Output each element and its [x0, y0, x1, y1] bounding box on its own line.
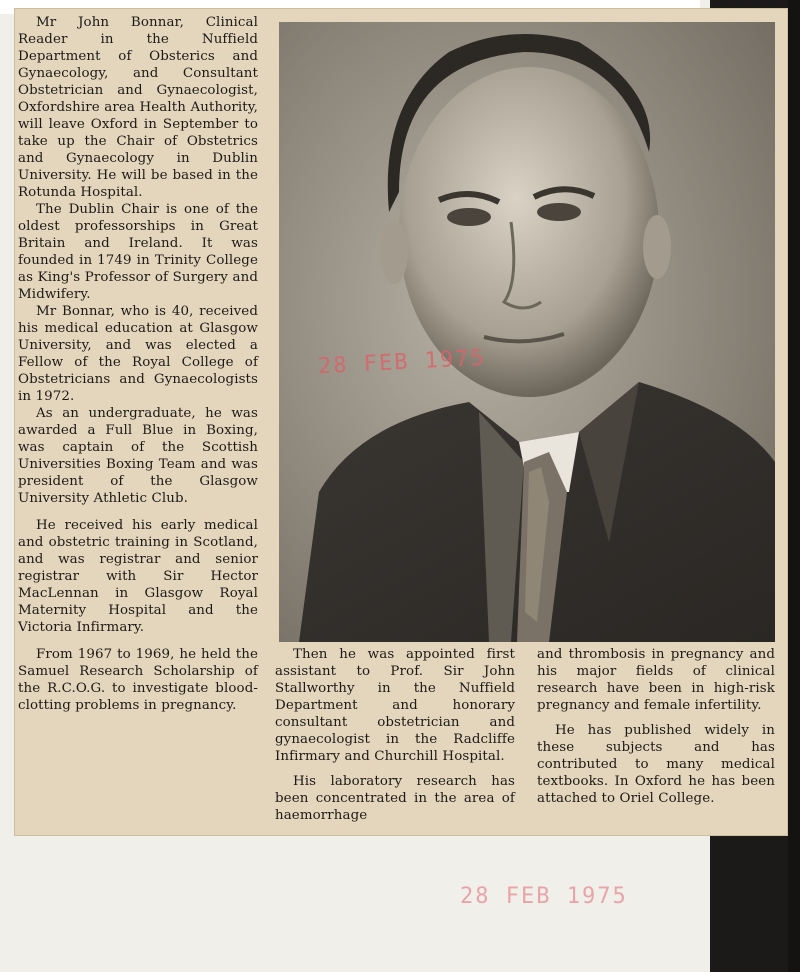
paragraph: He received his early medical and obstetric training in Scotland, and was registrar and senior registrar with Sir Hector MacLennan in Glasgow Royal Maternity Hospital and the Victoria Infirmary. — [18, 518, 258, 635]
paragraph: Then he was appointed first assistant to Prof. Sir John Stallworthy in the Nuffield Department and honorary consultant obstetrician and gynaecologist in the Radcliffe Infirmary and Churchill Hospital. — [275, 647, 515, 764]
paragraph: From 1967 to 1969, he held the Samuel Research Scholarship of the R.C.O.G. to investigate blood-clotting problems in pregnancy. — [18, 647, 258, 713]
article-column-1 — [18, 14, 258, 714]
paragraph: Mr Bonnar, who is 40, received his medical education at Glasgow University, and was elected a Fellow of the Royal College of Obstetricians and Gynaecologists in 1972. — [18, 304, 258, 404]
archive-date-stamp: 28 FEB 1975 — [460, 884, 628, 909]
portrait-illustration — [279, 22, 775, 642]
paragraph: Mr John Bonnar, Clinical Reader in the Nuffield Department of Obsterics and Gynaecology, and Consultant Obstetrician and Gynaecologist, Oxfordshire area Health Authority, will leave Oxford in September to take up the Chair of Obstetrics and Gynaecology in Dublin University. He will be based in the Rotunda Hospital. — [18, 15, 258, 200]
paragraph: and thrombosis in pregnancy and his major fields of clinical research have been in high-risk pregnancy and female infertility. — [537, 647, 775, 713]
paragraph: As an undergraduate, he was awarded a Full Blue in Boxing, was captain of the Scottish Universities Boxing Team and was president of the Glasgow University Athletic Club. — [18, 406, 258, 506]
dark-background-edge — [788, 0, 800, 972]
article-column-2 — [275, 646, 515, 824]
article-column-3 — [537, 646, 775, 807]
paragraph: The Dublin Chair is one of the oldest professorships in Great Britain and Ireland. It was founded in 1749 in Trinity College as King's Professor of Surgery and Midwifery. — [18, 202, 258, 302]
paragraph: His laboratory research has been concentrated in the area of haemorrhage — [275, 774, 515, 823]
paragraph: He has published widely in these subjects and has contributed to many medical textbooks. In Oxford he has been attached to Oriel College. — [537, 723, 775, 806]
date-stamp: 28 FEB 1975 — [317, 345, 487, 380]
portrait-photo — [279, 22, 775, 642]
